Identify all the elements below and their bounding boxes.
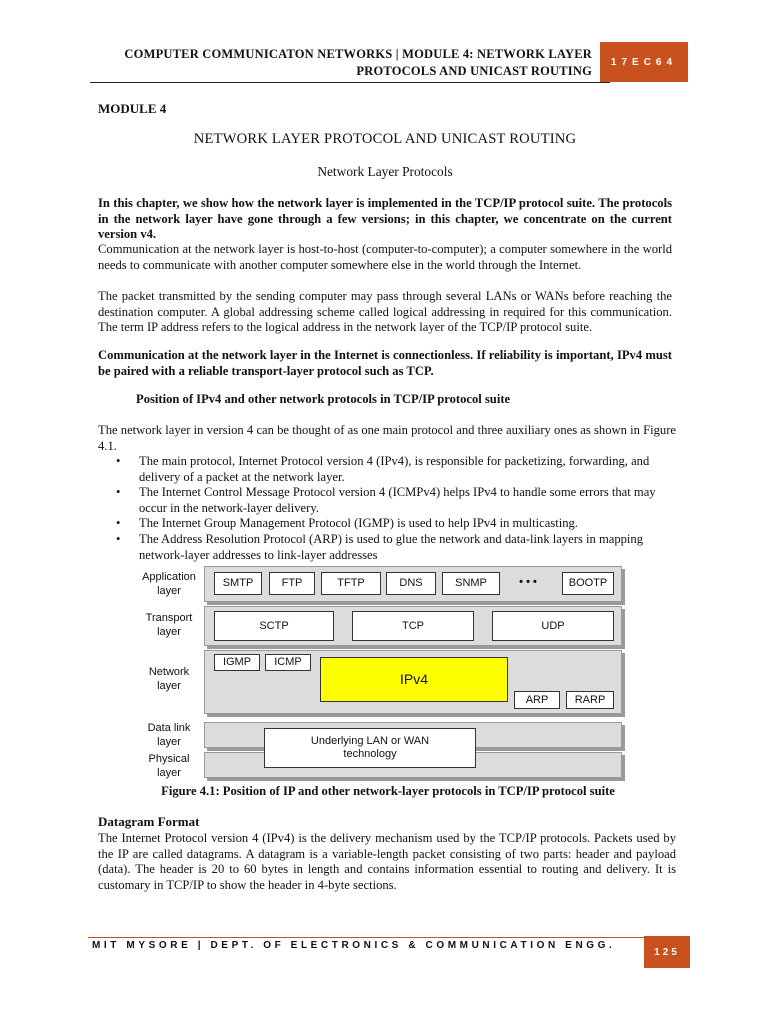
label-transport-layer: Transport layer — [145, 612, 193, 638]
ellipsis-icon: • • • — [519, 576, 537, 588]
section-heading: Position of IPv4 and other network protocols in TCP/IP protocol suite — [136, 392, 511, 406]
protocol-dns: DNS — [386, 572, 436, 595]
paragraph-logical-addressing: The packet transmitted by the sending computer may pass through several LANs or WANs before reaching the destination computer. A global addressing scheme called logical addressing in required for this communication. The term IP address refers to the logical address in the network layer of the TCP/IP protocol suite. — [98, 289, 672, 335]
page-number-badge: 125 — [644, 936, 690, 968]
underlying-technology-box: Underlying LAN or WAN technology — [264, 728, 476, 768]
footer-rule — [88, 937, 644, 938]
header-title-line1: COMPUTER COMMUNICATON NETWORKS | MODULE 4: NETWORK LAYER — [124, 47, 592, 61]
bullet-icon: • — [116, 454, 121, 468]
paragraph-host-to-host: Communication at the network layer is host-to-host (computer-to-computer); a computer somewhere in the world needs to communicate with another computer somewhere else in the world through the Internet. — [98, 242, 672, 272]
protocol-stack-diagram — [140, 566, 630, 782]
main-title: NETWORK LAYER PROTOCOL AND UNICAST ROUTING — [193, 131, 577, 147]
figure-caption: Figure 4.1: Position of IP and other network-layer protocols in TCP/IP protocol suite — [161, 784, 615, 798]
paragraph-network-layer-v4: The network layer in version 4 can be thought of as one main protocol and three auxiliary ones as shown in Figure 4.1. — [98, 423, 676, 453]
protocol-bullet-list — [98, 454, 672, 563]
header-title-line2: PROTOCOLS AND UNICAST ROUTING — [356, 64, 592, 78]
datagram-heading: Datagram Format — [98, 814, 200, 829]
protocol-smtp: SMTP — [214, 572, 262, 595]
list-item: • The Internet Group Management Protocol (IGMP) is used to help IPv4 in multicasting. — [116, 516, 578, 531]
protocol-sctp: SCTP — [214, 611, 334, 641]
bullet-icon: • — [116, 531, 121, 546]
protocol-ipv4: IPv4 — [320, 657, 508, 702]
list-item: • The Internet Control Message Protocol version 4 (ICMPv4) helps IPv4 to handle some errors that may occur in the network-layer delivery. — [116, 485, 656, 515]
paragraph-connectionless: Communication at the network layer in the Internet is connectionless. If reliability is important, IPv4 must be paired with a reliable transport-layer protocol such as TCP. — [98, 348, 672, 378]
label-network-layer: Network layer — [148, 666, 190, 692]
list-item: • The Address Resolution Protocol (ARP) is used to glue the network and data-link layers in mapping network-layer addresses to link-layer addresses — [116, 531, 644, 562]
running-header — [72, 46, 592, 80]
datagram-paragraph: The Internet Protocol version 4 (IPv4) is the delivery mechanism used by the TCP/IP protocols. Packets used by the IP are called datagrams. A datagram is a variable-length packet consisting of two parts: header and payload (data). The header is 20 to 60 bytes in length and contains information essential to routing and delivery. It is customary in TCP/IP to show the header in 4-byte sections. — [98, 831, 676, 892]
protocol-tftp: TFTP — [321, 572, 381, 595]
protocol-rarp: RARP — [566, 691, 614, 709]
protocol-tcp: TCP — [352, 611, 474, 641]
label-datalink-layer: Data link layer — [147, 722, 191, 748]
bullet-icon: • — [116, 516, 121, 531]
module-label: MODULE 4 — [98, 101, 167, 116]
label-application-layer: Application layer — [142, 571, 196, 597]
header-rule — [90, 82, 610, 83]
protocol-bootp: BOOTP — [562, 572, 614, 595]
protocol-igmp: IGMP — [214, 654, 260, 671]
protocol-arp: ARP — [514, 691, 560, 709]
protocol-udp: UDP — [492, 611, 614, 641]
list-item: • The main protocol, Internet Protocol version 4 (IPv4), is responsible for packetizing, forwarding, and delivery of a packet at the network layer. — [116, 454, 650, 484]
subtitle: Network Layer Protocols — [317, 164, 453, 179]
label-physical-layer: Physical layer — [148, 753, 190, 779]
course-code-badge: 17EC64 — [600, 42, 688, 82]
protocol-ftp: FTP — [269, 572, 315, 595]
protocol-snmp: SNMP — [442, 572, 500, 595]
protocol-icmp: ICMP — [265, 654, 311, 671]
bullet-icon: • — [116, 485, 121, 500]
footer-institution: MIT MYSORE | DEPT. OF ELECTRONICS & COMMUNICATION ENGG. — [92, 940, 616, 951]
intro-paragraph: In this chapter, we show how the network layer is implemented in the TCP/IP protocol suite. The protocols in the network layer have gone through a few versions; in this chapter, we concentrate on the current version v4. — [98, 196, 672, 242]
